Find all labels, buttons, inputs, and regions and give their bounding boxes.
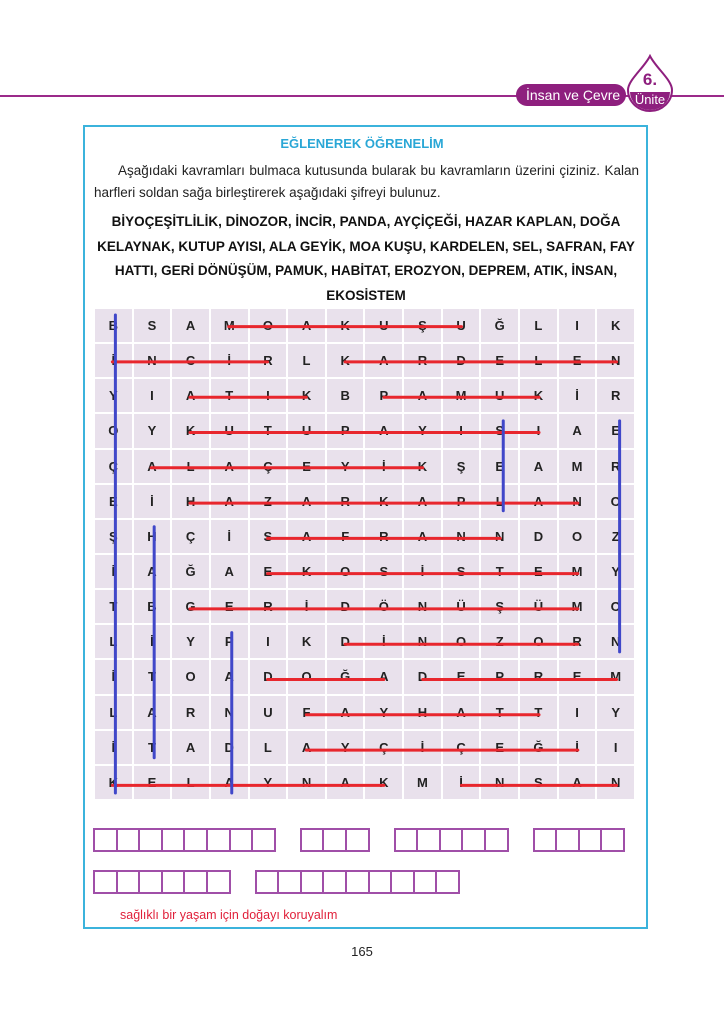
grid-cell[interactable]: M — [597, 660, 634, 693]
grid-cell[interactable]: M — [559, 590, 596, 623]
grid-cell[interactable]: Ş — [481, 590, 518, 623]
grid-cell[interactable]: K — [520, 379, 557, 412]
grid-cell[interactable]: T — [481, 555, 518, 588]
grid-cell[interactable]: E — [211, 590, 248, 623]
grid-cell[interactable]: O — [327, 555, 364, 588]
grid-cell[interactable]: İ — [559, 379, 596, 412]
grid-cell[interactable]: U — [365, 309, 402, 342]
grid-cell[interactable]: O — [443, 625, 480, 658]
grid-cell[interactable]: Ş — [443, 450, 480, 483]
grid-cell[interactable]: Y — [597, 555, 634, 588]
grid-cell[interactable]: O — [172, 660, 209, 693]
grid-cell[interactable]: D — [327, 625, 364, 658]
grid-cell[interactable]: A — [365, 414, 402, 447]
grid-cell[interactable]: Z — [597, 520, 634, 553]
grid-cell[interactable]: İ — [95, 660, 132, 693]
grid-cell[interactable]: Y — [250, 766, 287, 799]
grid-cell[interactable]: A — [134, 555, 171, 588]
grid-cell[interactable]: R — [327, 485, 364, 518]
grid-cell[interactable]: R — [172, 696, 209, 729]
grid-cell[interactable]: R — [365, 520, 402, 553]
grid-cell[interactable]: Ğ — [481, 309, 518, 342]
grid-cell[interactable]: R — [559, 625, 596, 658]
grid-cell[interactable]: Y — [134, 414, 171, 447]
grid-cell[interactable]: T — [520, 696, 557, 729]
answer-letter-box[interactable] — [138, 870, 163, 894]
grid-cell[interactable]: İ — [95, 731, 132, 764]
grid-cell[interactable]: O — [250, 309, 287, 342]
grid-cell[interactable]: Ç — [365, 731, 402, 764]
grid-cell[interactable]: İ — [288, 590, 325, 623]
grid-cell[interactable]: A — [134, 696, 171, 729]
grid-cell[interactable]: E — [250, 555, 287, 588]
grid-cell[interactable]: U — [481, 379, 518, 412]
grid-cell[interactable]: İ — [404, 555, 441, 588]
grid-cell[interactable]: Ş — [95, 520, 132, 553]
grid-cell[interactable]: S — [443, 555, 480, 588]
grid-cell[interactable]: İ — [365, 625, 402, 658]
answer-word-group — [394, 828, 507, 852]
grid-cell[interactable]: E — [481, 450, 518, 483]
answer-letter-box[interactable] — [161, 828, 186, 852]
grid-cell[interactable]: A — [327, 696, 364, 729]
page-number: 165 — [351, 944, 373, 959]
grid-cell[interactable]: E — [481, 344, 518, 377]
answer-letter-box[interactable] — [183, 828, 208, 852]
grid-cell[interactable]: A — [211, 485, 248, 518]
grid-cell[interactable]: A — [365, 344, 402, 377]
grid-cell[interactable]: İ — [365, 450, 402, 483]
grid-cell[interactable]: D — [404, 660, 441, 693]
grid-cell[interactable]: N — [404, 625, 441, 658]
grid-cell[interactable]: Ğ — [172, 555, 209, 588]
answer-letter-box[interactable] — [138, 828, 163, 852]
grid-cell[interactable]: K — [288, 625, 325, 658]
grid-cell[interactable]: A — [404, 485, 441, 518]
answer-letter-box[interactable] — [439, 828, 464, 852]
grid-cell[interactable]: K — [172, 414, 209, 447]
grid-cell[interactable]: L — [172, 766, 209, 799]
answer-letter-box[interactable] — [116, 870, 141, 894]
grid-cell[interactable]: K — [95, 766, 132, 799]
grid-cell[interactable]: B — [327, 379, 364, 412]
grid-cell[interactable]: A — [172, 309, 209, 342]
grid-cell[interactable]: Y — [597, 696, 634, 729]
grid-cell[interactable]: A — [172, 379, 209, 412]
grid-cell[interactable]: N — [597, 625, 634, 658]
grid-cell[interactable]: T — [134, 731, 171, 764]
grid-cell[interactable]: O — [597, 590, 634, 623]
word-search-grid — [93, 307, 636, 801]
answer-letter-box[interactable] — [416, 828, 441, 852]
grid-cell[interactable]: S — [250, 520, 287, 553]
answer-letter-box[interactable] — [93, 828, 118, 852]
grid-cell[interactable]: A — [559, 414, 596, 447]
answer-letter-box[interactable] — [300, 870, 325, 894]
grid-cell[interactable]: I — [597, 731, 634, 764]
grid-cell[interactable]: İ — [443, 766, 480, 799]
grid-cell[interactable]: P — [443, 485, 480, 518]
grid-cell[interactable]: B — [95, 309, 132, 342]
grid-cell[interactable]: N — [597, 344, 634, 377]
grid-cell[interactable]: K — [288, 555, 325, 588]
grid-cell[interactable]: O — [559, 520, 596, 553]
grid-cell[interactable]: Ç — [172, 520, 209, 553]
grid-cell[interactable]: D — [520, 520, 557, 553]
grid-cell[interactable]: L — [172, 450, 209, 483]
grid-cell[interactable]: K — [327, 309, 364, 342]
grid-cell[interactable]: N — [443, 520, 480, 553]
grid-cell[interactable]: Y — [327, 450, 364, 483]
grid-cell[interactable]: O — [288, 660, 325, 693]
grid-cell[interactable]: R — [597, 379, 634, 412]
grid-cell[interactable]: S — [481, 414, 518, 447]
grid-cell[interactable]: N — [481, 520, 518, 553]
answer-letter-box[interactable] — [206, 828, 231, 852]
grid-cell[interactable]: Ç — [443, 731, 480, 764]
grid-cell[interactable]: U — [250, 696, 287, 729]
grid-cell[interactable]: A — [404, 379, 441, 412]
grid-cell[interactable]: Y — [95, 379, 132, 412]
grid-cell[interactable]: S — [365, 555, 402, 588]
grid-cell[interactable]: A — [211, 660, 248, 693]
grid-cell[interactable]: T — [95, 590, 132, 623]
grid-cell[interactable]: Ö — [365, 590, 402, 623]
grid-cell[interactable]: N — [134, 344, 171, 377]
grid-cell[interactable]: R — [520, 660, 557, 693]
grid-cell[interactable]: İ — [134, 625, 171, 658]
grid-cell[interactable]: A — [559, 766, 596, 799]
answer-letter-box[interactable] — [390, 870, 415, 894]
answer-word-group — [533, 828, 623, 852]
grid-cell[interactable]: N — [559, 485, 596, 518]
answer-letter-box[interactable] — [322, 828, 347, 852]
answer-letter-box[interactable] — [345, 870, 370, 894]
grid-cell[interactable]: A — [211, 555, 248, 588]
grid-cell[interactable]: Y — [365, 696, 402, 729]
grid-cell[interactable]: A — [520, 450, 557, 483]
grid-cell[interactable]: R — [597, 450, 634, 483]
grid-cell[interactable]: İ — [211, 344, 248, 377]
grid-cell[interactable]: N — [404, 590, 441, 623]
grid-cell[interactable]: P — [327, 414, 364, 447]
grid-cell[interactable]: K — [327, 344, 364, 377]
grid-cell[interactable]: A — [327, 766, 364, 799]
grid-cell[interactable]: A — [404, 520, 441, 553]
grid-cell[interactable]: Z — [250, 485, 287, 518]
grid-cell[interactable]: H — [404, 696, 441, 729]
grid-cell[interactable]: L — [95, 625, 132, 658]
grid-cell[interactable]: H — [134, 520, 171, 553]
grid-cell[interactable]: L — [288, 344, 325, 377]
grid-cell[interactable]: N — [211, 696, 248, 729]
grid-cell[interactable]: Y — [404, 414, 441, 447]
unit-title: İnsan ve Çevre — [516, 84, 626, 106]
grid-cell[interactable]: L — [520, 309, 557, 342]
grid-cell[interactable]: R — [250, 344, 287, 377]
grid-cell[interactable]: R — [250, 590, 287, 623]
grid-cell[interactable]: T — [134, 660, 171, 693]
grid-cell[interactable]: R — [404, 344, 441, 377]
grid-cell[interactable]: P — [481, 660, 518, 693]
grid-cell[interactable]: H — [172, 485, 209, 518]
grid-cell[interactable]: I — [134, 379, 171, 412]
grid-cell[interactable]: U — [211, 414, 248, 447]
answer-letter-box[interactable] — [413, 870, 438, 894]
grid-cell[interactable]: F — [288, 696, 325, 729]
grid-cell[interactable]: L — [520, 344, 557, 377]
grid-cell[interactable]: E — [559, 344, 596, 377]
grid-cell[interactable]: T — [481, 696, 518, 729]
answer-letter-box[interactable] — [578, 828, 603, 852]
answer-letter-box[interactable] — [533, 828, 558, 852]
grid-cell[interactable]: İ — [95, 344, 132, 377]
answer-letter-box[interactable] — [229, 828, 254, 852]
grid-cell[interactable]: İ — [211, 520, 248, 553]
grid-cell[interactable]: N — [481, 766, 518, 799]
grid-cell[interactable]: A — [365, 660, 402, 693]
grid-cell[interactable]: E — [443, 660, 480, 693]
grid-cell[interactable]: L — [95, 696, 132, 729]
answer-letter-box[interactable] — [93, 870, 118, 894]
grid-cell[interactable]: E — [520, 555, 557, 588]
unit-number: 6. — [642, 70, 658, 89]
grid-cell[interactable]: Ü — [443, 590, 480, 623]
grid-cell[interactable]: P — [211, 625, 248, 658]
instructions: Aşağıdaki kavramları bulmaca kutusunda bularak bu kavramların üzerini çiziniz. Kalan harfleri soldan sağa birleştirerek aşağıdaki şifreyi bulunuz. — [94, 163, 639, 200]
grid-cell[interactable]: D — [211, 731, 248, 764]
answer-letter-box[interactable] — [206, 870, 231, 894]
grid-cell[interactable]: Ç — [95, 450, 132, 483]
grid-cell[interactable]: İ — [134, 485, 171, 518]
grid-cell[interactable]: I — [559, 309, 596, 342]
grid-cell[interactable]: D — [327, 590, 364, 623]
grid-cell[interactable]: U — [443, 309, 480, 342]
answer-letter-box[interactable] — [461, 828, 486, 852]
grid-cell[interactable]: A — [288, 731, 325, 764]
grid-cell[interactable]: L — [481, 485, 518, 518]
grid-cell[interactable]: E — [597, 414, 634, 447]
grid-cell[interactable]: Ğ — [520, 731, 557, 764]
handwritten-answer: sağlıklı bir yaşam için doğayı koruyalım — [120, 908, 338, 922]
grid-cell[interactable]: A — [211, 766, 248, 799]
grid-cell[interactable]: L — [250, 731, 287, 764]
grid-cell[interactable]: M — [559, 450, 596, 483]
grid-cell[interactable]: O — [520, 625, 557, 658]
answer-letter-box[interactable] — [345, 828, 370, 852]
grid-cell[interactable]: I — [443, 414, 480, 447]
grid-cell[interactable]: C — [172, 344, 209, 377]
grid-cell[interactable]: D — [443, 344, 480, 377]
grid-cell[interactable]: O — [597, 485, 634, 518]
grid-cell[interactable]: K — [597, 309, 634, 342]
grid-cell[interactable]: E — [559, 660, 596, 693]
grid-cell[interactable]: N — [597, 766, 634, 799]
grid-cell[interactable]: N — [288, 766, 325, 799]
grid-cell[interactable]: A — [288, 309, 325, 342]
grid-cell[interactable]: T — [250, 414, 287, 447]
grid-cell[interactable]: K — [404, 450, 441, 483]
grid-cell[interactable]: A — [288, 485, 325, 518]
answer-letter-box[interactable] — [394, 828, 419, 852]
grid-cell[interactable]: M — [404, 766, 441, 799]
answer-letter-box[interactable] — [277, 870, 302, 894]
grid-cell[interactable]: E — [95, 485, 132, 518]
answer-letter-box[interactable] — [300, 828, 325, 852]
grid-cell[interactable]: A — [134, 450, 171, 483]
grid-cell[interactable]: B — [134, 590, 171, 623]
grid-cell[interactable]: E — [288, 450, 325, 483]
grid-cell[interactable]: Ç — [250, 450, 287, 483]
grid-cell[interactable]: E — [134, 766, 171, 799]
grid-cell[interactable]: S — [520, 766, 557, 799]
grid-cell[interactable]: K — [365, 485, 402, 518]
grid-cell[interactable]: A — [443, 696, 480, 729]
grid-cell[interactable]: I — [559, 696, 596, 729]
answer-word-group — [93, 870, 229, 894]
answer-letter-box[interactable] — [484, 828, 509, 852]
grid-cell[interactable]: K — [288, 379, 325, 412]
grid-cell[interactable]: F — [327, 520, 364, 553]
answer-letter-box[interactable] — [322, 870, 347, 894]
grid-cell[interactable]: Ü — [520, 590, 557, 623]
grid-cell[interactable]: M — [211, 309, 248, 342]
grid-cell[interactable]: Ş — [404, 309, 441, 342]
activity-title: EĞLENEREK ÖĞRENELİM — [280, 136, 444, 151]
grid-cell[interactable]: D — [250, 660, 287, 693]
grid-cell[interactable]: İ — [404, 731, 441, 764]
unit-badge — [626, 54, 674, 112]
grid-cell[interactable]: K — [365, 766, 402, 799]
grid-cell[interactable]: M — [443, 379, 480, 412]
grid-cell[interactable]: A — [288, 520, 325, 553]
answer-letter-box[interactable] — [161, 870, 186, 894]
grid-cell[interactable]: G — [172, 590, 209, 623]
grid-cell[interactable]: P — [365, 379, 402, 412]
answer-word-group — [300, 828, 368, 852]
grid-cell[interactable]: Y — [172, 625, 209, 658]
grid-cell[interactable]: I — [250, 379, 287, 412]
answer-letter-box[interactable] — [116, 828, 141, 852]
grid-cell[interactable]: Z — [481, 625, 518, 658]
grid-cell[interactable]: İ — [95, 555, 132, 588]
grid-cell[interactable]: O — [95, 414, 132, 447]
grid-cell[interactable]: Ğ — [327, 660, 364, 693]
grid-cell[interactable]: İ — [559, 731, 596, 764]
answer-word-group — [93, 828, 274, 852]
answer-letter-box[interactable] — [251, 828, 276, 852]
answer-letter-box[interactable] — [435, 870, 460, 894]
grid-cell[interactable]: U — [288, 414, 325, 447]
grid-cell[interactable]: A — [172, 731, 209, 764]
grid-cell[interactable]: I — [520, 414, 557, 447]
answer-letter-box[interactable] — [183, 870, 208, 894]
grid-cell[interactable]: I — [250, 625, 287, 658]
grid-cell[interactable]: T — [211, 379, 248, 412]
grid-cell[interactable]: Y — [327, 731, 364, 764]
grid-cell[interactable]: S — [134, 309, 171, 342]
grid-cell[interactable]: A — [211, 450, 248, 483]
unit-label: Ünite — [634, 92, 666, 107]
answer-word-group — [255, 870, 458, 894]
answer-letter-box[interactable] — [600, 828, 625, 852]
grid-cell[interactable]: E — [481, 731, 518, 764]
answer-letter-box[interactable] — [555, 828, 580, 852]
grid-cell[interactable]: A — [520, 485, 557, 518]
word-list: BİYOÇEŞİTLİLİK, DİNOZOR, İNCİR, PANDA, AYÇİÇEĞİ, HAZAR KAPLAN, DOĞA KELAYNAK, KUTUP AYISI, ALA GEYİK, MOA KUŞU, KARDELEN, SEL, SAFRAN, FAY HATTI, GERİ DÖNÜŞÜM, PAMUK, HABİTAT, EROZYON, DEPREM, ATIK, İNSAN, EKOSİSTEM — [97, 214, 635, 303]
grid-cell[interactable]: M — [559, 555, 596, 588]
answer-letter-box[interactable] — [255, 870, 280, 894]
answer-letter-box[interactable] — [368, 870, 393, 894]
